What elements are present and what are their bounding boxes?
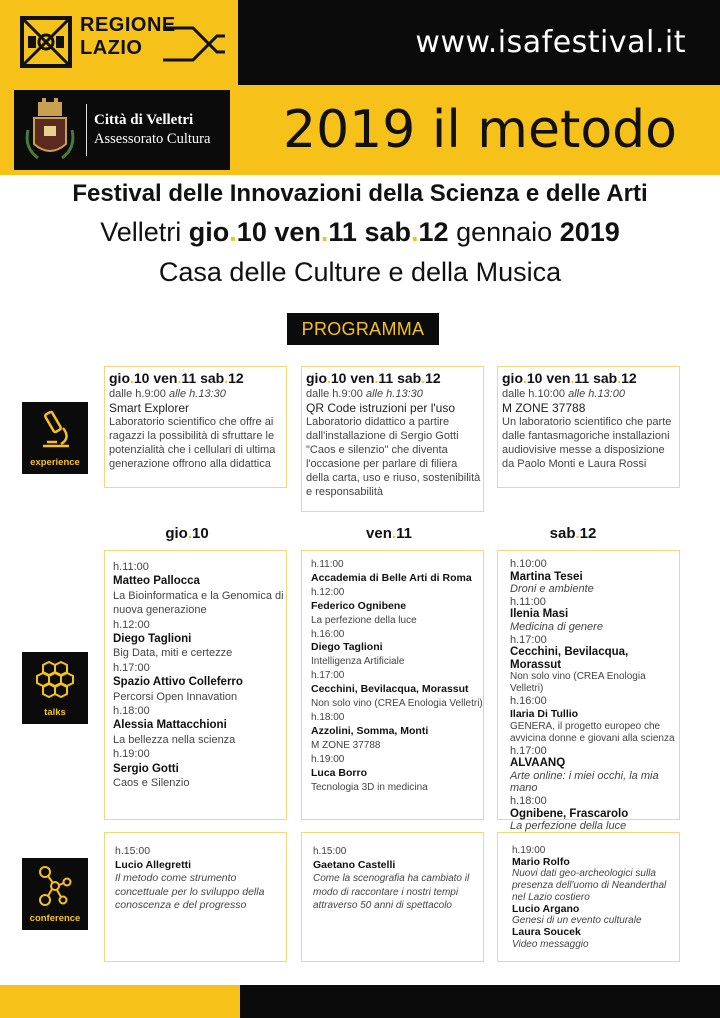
honeycomb-icon bbox=[35, 658, 75, 702]
talk-topic: Non solo vino (CREA Enologia Velletri) bbox=[311, 698, 483, 710]
day-title-sab: sab.12 bbox=[549, 525, 597, 542]
molecule-icon bbox=[35, 864, 75, 908]
velletri-crest-icon bbox=[24, 96, 76, 164]
conference-topic: Genesi di un evento culturale bbox=[512, 915, 642, 927]
talk-speaker: Ognibene, Frascarolo bbox=[510, 807, 629, 820]
velletri-logo-box bbox=[14, 90, 230, 170]
experience-2-title: QR Code istruzioni per l'uso bbox=[306, 401, 456, 415]
conference-speaker: Lucio Allegretti bbox=[115, 858, 192, 871]
dates-month: gennaio bbox=[456, 217, 553, 247]
talk-topic: Intelligenza Artificiale bbox=[311, 656, 405, 668]
talk-speaker: Federico Ognibene bbox=[311, 599, 407, 612]
talk-speaker: Sergio Gotti bbox=[113, 762, 179, 775]
talk-topic: La perfezione della luce bbox=[311, 614, 417, 626]
experience-1-desc: Laboratorio scientifico che offre ai ragazzi la possibilità di sfruttare le potenzialità che i cellulari di ultima generazione offrono alla didattica bbox=[109, 416, 276, 470]
talk-speaker: Ilenia Masi bbox=[510, 608, 569, 621]
talk-time: h.18:00 bbox=[311, 711, 345, 723]
conference-speaker: Gaetano Castelli bbox=[313, 858, 396, 871]
talks-list-ven bbox=[311, 558, 483, 794]
conference-item-sab bbox=[512, 845, 678, 950]
page-title: 2019 il metodo bbox=[283, 100, 677, 160]
conference-topic: Nuovi dati geo-archeologici sulla presenza dell'uomo di Neanderthal nel Lazio costiero bbox=[512, 868, 667, 903]
talk-time: h.11:00 bbox=[311, 559, 344, 570]
talk-time: h.11:00 bbox=[113, 561, 149, 573]
dates-num1: 10 bbox=[236, 217, 267, 247]
experience-category bbox=[22, 402, 88, 474]
experience-item-2: gio.10 ven.11 sab.12 dalle h.9:00 alle h.13:30 QR Code istruzioni per l'uso Laboratorio didattico a partire dall'installazione di Sergio Gotti "Caos e silenzio" che diventa l'occasione per parlare di filiera della carta, uso e riuso, sostenibilità e responsabilità bbox=[306, 370, 481, 498]
talk-time: h.11:00 bbox=[510, 595, 546, 608]
talk-topic: Tecnologia 3D in medicina bbox=[311, 781, 428, 793]
talk-time: h.19:00 bbox=[113, 748, 150, 761]
regione-lazio-emblem-icon bbox=[18, 14, 74, 70]
talk-topic: Percorsi Open Innavation bbox=[113, 690, 238, 703]
talk-speaker: ALVAANQ bbox=[510, 757, 566, 770]
talk-speaker: Luca Borro bbox=[311, 766, 368, 779]
talk-time: h.16:00 bbox=[311, 628, 345, 640]
day-title-ven: ven.11 bbox=[366, 525, 412, 542]
day-title-gio: gio.10 bbox=[165, 525, 209, 542]
talk-time: h.17:00 bbox=[113, 661, 150, 674]
dates-num2: 11 bbox=[328, 217, 357, 247]
talk-time: h.10:00 bbox=[510, 558, 547, 570]
festival-subtitle: Festival delle Innovazioni della Scienza e delle Arti bbox=[72, 180, 648, 207]
programma-label: PROGRAMMA bbox=[287, 313, 439, 345]
talk-speaker: Accademia di Belle Arti di Roma bbox=[311, 571, 472, 584]
talks-label: talks bbox=[44, 707, 66, 718]
talk-time: h.12:00 bbox=[113, 618, 150, 631]
talk-speaker: Martina Tesei bbox=[510, 570, 583, 583]
conference-speaker: Mario Rolfo bbox=[512, 855, 570, 868]
talk-topic: Big Data, miti e certezze bbox=[113, 647, 233, 660]
conference-label: conference bbox=[29, 913, 81, 924]
talk-speaker: Cecchini, Bevilacqua, Morassut bbox=[510, 646, 629, 671]
talk-speaker: Diego Taglioni bbox=[113, 633, 192, 646]
experience-2-days: gio.10 ven.11 sab.12 bbox=[306, 370, 441, 386]
talk-topic: GENERA, il progetto europeo che avvicina donne e giovani alla scienza bbox=[510, 720, 675, 744]
conference-item-gio bbox=[115, 845, 283, 913]
talk-speaker: Cecchini, Bevilacqua, Morassut bbox=[311, 683, 469, 696]
talks-category bbox=[22, 652, 88, 724]
city-name: Città di Velletri bbox=[94, 112, 194, 128]
talk-topic: Caos e Silenzio bbox=[113, 777, 190, 790]
region-name-line2: LAZIO bbox=[80, 37, 143, 59]
festival-url[interactable]: www.isafestival.it bbox=[415, 25, 686, 60]
regione-lazio-logo bbox=[18, 12, 228, 72]
microscope-icon bbox=[35, 408, 75, 452]
conference-topic: Il metodo come strumento concettuale per lo sviluppo della conoscenza e del progresso bbox=[115, 872, 265, 911]
talk-topic: Medicina di genere bbox=[510, 620, 603, 633]
talk-speaker: Ilaria Di Tullio bbox=[510, 707, 579, 720]
talk-time: h.16:00 bbox=[510, 695, 547, 708]
logo-divider bbox=[86, 104, 87, 156]
talk-time: h.12:00 bbox=[311, 586, 345, 598]
conference-time: h.15:00 bbox=[115, 845, 151, 857]
talks-list-sab bbox=[510, 558, 678, 833]
dates-year: 2019 bbox=[559, 217, 620, 247]
dates-town: Velletri bbox=[100, 217, 182, 247]
talk-speaker: Alessia Mattacchioni bbox=[113, 719, 227, 732]
experience-3-desc: Un laboratorio scientifico che parte dalle fantasmagoriche installazioni audiovisive messe a disposizione da Paolo Monti e Laura Rossi bbox=[502, 416, 672, 470]
dates-num3: 12 bbox=[418, 217, 449, 247]
festival-venue: Casa delle Culture e della Musica bbox=[158, 257, 562, 287]
lazio-arrow-lines-icon bbox=[163, 24, 225, 64]
talk-speaker: Diego Taglioni bbox=[311, 641, 383, 654]
talk-topic: M ZONE 37788 bbox=[311, 739, 381, 751]
talk-topic: La perfezione della luce bbox=[510, 820, 627, 833]
talk-topic: Droni e ambiente bbox=[510, 583, 594, 596]
talk-speaker: Spazio Attivo Colleferro bbox=[113, 676, 243, 689]
conference-topic: Video messaggio bbox=[512, 938, 589, 950]
conference-time: h.19:00 bbox=[512, 845, 546, 856]
festival-dates: Velletri gio.10 ven.11 sab.12 gennaio 2019 bbox=[100, 217, 620, 247]
conference-category bbox=[22, 858, 88, 930]
conference-item-ven bbox=[313, 845, 481, 913]
talk-topic: La bellezza nella scienza bbox=[113, 733, 236, 746]
experience-3-title: M ZONE 37788 bbox=[502, 401, 586, 415]
talk-topic: Arte online: i miei occhi, la mia mano bbox=[510, 769, 659, 795]
dates-day2: ven bbox=[274, 217, 321, 247]
experience-item-3: gio.10 ven.11 sab.12 dalle h.10:00 alle h.13:00 M ZONE 37788 Un laboratorio scientifico che parte dalle fantasmagoriche installazioni audiovisive messe a disposizione da Paolo Monti e Laura Rossi bbox=[502, 370, 678, 471]
dates-day1: gio bbox=[188, 217, 230, 247]
talk-time: h.17:00 bbox=[510, 633, 547, 646]
experience-1-title: Smart Explorer bbox=[109, 401, 190, 415]
dates-day3: sab bbox=[364, 217, 411, 247]
region-name-line1: REGIONE bbox=[80, 14, 176, 36]
conference-topic: Come la scenografia ha cambiato il modo di raccontare i nostri tempi attraverso 50 anni di spettacolo bbox=[313, 873, 470, 911]
talk-time: h.18:00 bbox=[113, 705, 150, 718]
city-department: Assessorato Cultura bbox=[94, 131, 211, 147]
talk-speaker: Matteo Pallocca bbox=[113, 575, 200, 588]
experience-item-1: gio.10 ven.11 sab.12 dalle h.9:00 alle h.13:30 Smart Explorer Laboratorio scientifico che offre ai ragazzi la possibilità di sfruttare le potenzialità che i cellulari di ultima generazione offrono alla didattica bbox=[109, 370, 285, 471]
conference-time: h.15:00 bbox=[313, 846, 347, 857]
talk-time: h.18:00 bbox=[510, 794, 547, 807]
experience-2-desc: Laboratorio didattico a partire dall'installazione di Sergio Gotti "Caos e silenzio" che diventa l'occasione per parlare di filiera della carta, uso e riuso, sostenibilità e responsabilità bbox=[306, 416, 481, 498]
conference-speaker: Laura Soucek bbox=[512, 925, 581, 938]
talk-topic: Non solo vino (CREA Enologia Velletri) bbox=[510, 671, 646, 695]
talk-time: h.17:00 bbox=[311, 670, 345, 682]
experience-label: experience bbox=[30, 457, 80, 468]
experience-1-days: gio.10 ven.11 sab.12 bbox=[109, 370, 244, 386]
footer-black-band bbox=[240, 985, 720, 1018]
talks-list-gio bbox=[113, 560, 285, 791]
conference-speaker: Lucio Argano bbox=[512, 902, 580, 915]
talk-speaker: Azzolini, Somma, Monti bbox=[311, 724, 429, 737]
experience-3-days: gio.10 ven.11 sab.12 bbox=[502, 370, 637, 386]
talk-time: h.19:00 bbox=[311, 753, 345, 765]
talk-time: h.17:00 bbox=[510, 744, 547, 757]
talk-topic: La Bioinformatica e la Genomica di nuova generazione bbox=[113, 589, 284, 617]
